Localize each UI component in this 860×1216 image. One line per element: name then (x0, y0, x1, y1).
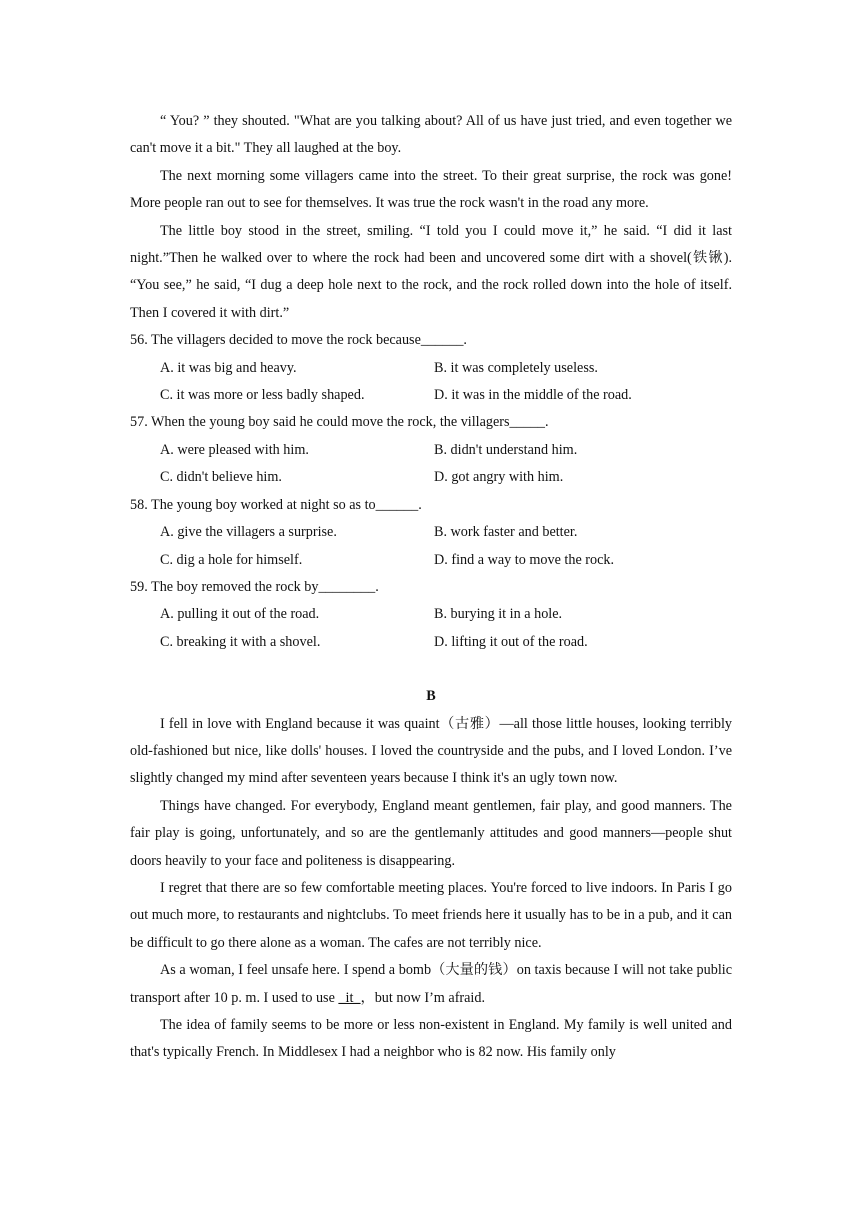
section-heading: B (426, 688, 436, 705)
option-c: C. breaking it with a shovel. (160, 633, 321, 650)
passage-a-paragraph-1: “ You? ” they shouted. "What are you talking about? All of us have just tried, and even together we can't move it a bit." They all laughed at the boy. (130, 113, 732, 157)
option-c: C. didn't believe him. (160, 469, 282, 486)
option-row (130, 601, 732, 628)
option-row (130, 519, 732, 546)
passage-b-paragraph-2: Things have changed. For everybody, England meant gentlemen, fair play, and good manners. The fair play is going, unfortunately, and so are the gentlemanly attitudes and good manners—people shut doors heavily to your face and politeness is disappearing. (130, 797, 732, 869)
question-stem: 59. The boy removed the rock by________. (130, 578, 379, 595)
passage-b-paragraph-1: I fell in love with England because it was quaint（古雅）—all those little houses, looking terribly old-fashioned but nice, like dolls' houses. I loved the countryside and the pubs, and I loved London. I’ve slightly changed my mind after seventeen years because I think it's an ugly town now. (130, 715, 732, 787)
document-page (130, 108, 732, 1067)
option-a: A. pulling it out of the road. (160, 606, 320, 623)
option-a: A. it was big and heavy. (160, 359, 297, 376)
paragraph-text: ，but now I’m afraid. (360, 989, 486, 1006)
question-stem: 56. The villagers decided to move the rock because______. (130, 332, 467, 349)
option-c: C. it was more or less badly shaped. (160, 387, 365, 404)
option-row (130, 547, 732, 574)
option-d: D. got angry with him. (434, 469, 564, 486)
option-row (130, 355, 732, 382)
option-d: D. lifting it out of the road. (434, 633, 588, 650)
option-b: B. didn't understand him. (434, 441, 578, 458)
question-57 (130, 409, 732, 491)
passage-b-paragraph-3: I regret that there are so few comfortable meeting places. You're forced to live indoors. In Paris I go out much more, to restaurants and nightclubs. To meet friends here it usually has to be in a pub, and it can be difficult to go there alone as a woman. The cafes are not terribly nice. (130, 879, 732, 951)
option-d: D. it was in the middle of the road. (434, 387, 632, 404)
passage-a-paragraph-2: The next morning some villagers came into the street. To their great surprise, the rock was gone! More people ran out to see for themselves. It was true the rock wasn't in the road any more. (130, 167, 732, 212)
option-b: B. burying it in a hole. (434, 606, 563, 623)
option-row (130, 382, 732, 409)
option-a: A. give the villagers a surprise. (160, 524, 337, 541)
question-59 (130, 574, 732, 656)
option-d: D. find a way to move the rock. (434, 551, 615, 568)
option-row (130, 464, 732, 491)
option-c: C. dig a hole for himself. (160, 551, 303, 568)
option-row (130, 437, 732, 464)
paragraph-text: As a woman, I feel unsafe here. I spend a bomb（大量的钱）on taxis because I will not take public transport after 10 p. m. I used to use (130, 962, 732, 1006)
option-b: B. it was completely useless. (434, 359, 598, 376)
question-58 (130, 492, 732, 574)
option-b: B. work faster and better. (434, 524, 578, 541)
passage-b-paragraph-5: The idea of family seems to be more or less non-existent in England. My family is well united and that's typically French. In Middlesex I had a neighbor who is 82 now. His family only (130, 1017, 732, 1061)
passage-b-paragraph-4 (130, 957, 732, 1012)
question-stem: 58. The young boy worked at night so as to______. (130, 496, 422, 513)
passage-a-paragraph-3: The little boy stood in the street, smiling. “I told you I could move it,” he said. “I did it last night.”Then he walked over to where the rock had been and uncovered some dirt with a shovel(铁锹). “You see,” he said, “I dug a deep hole next to the rock, and the rock rolled down into the hole of itself. Then I covered it with dirt.” (130, 222, 732, 321)
question-56 (130, 327, 732, 409)
underlined-word: _it_ (338, 989, 361, 1006)
option-row (130, 629, 732, 656)
option-a: A. were pleased with him. (160, 441, 309, 458)
question-stem: 57. When the young boy said he could move the rock, the villagers_____. (130, 414, 549, 431)
